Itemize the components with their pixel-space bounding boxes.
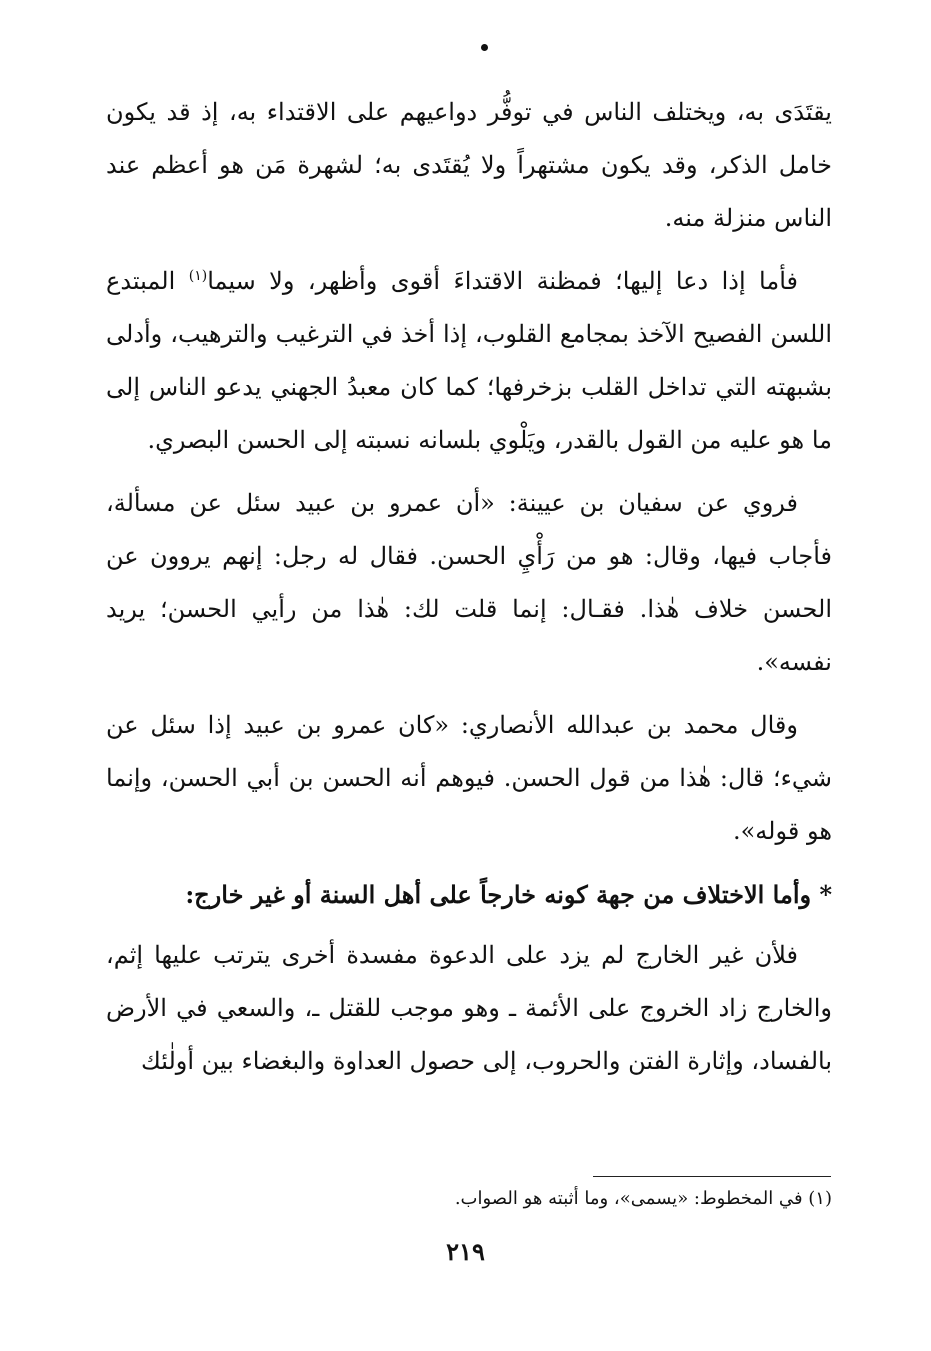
paragraph-1: يقتَدَى به، ويختلف الناس في توفُّر دواعيهم على الاقتداء به، إذ قد يكون خامل الذكر، وقد يكون مشتهراً ولا يُقتَدى به؛ لشهرة مَن هو أعظم عند الناس منزلة منه. [106,98,832,232]
top-dot-mark [481,44,488,51]
paragraph-3: فروي عن سفيان بن عيينة: «أن عمرو بن عبيد سئل عن مسألة، فأجاب فيها، وقال: هو من رَأْيِ الحسن. فقال له رجل: إنهم يروون عن الحسن خلاف هٰذا. فقـال: إنما قلت لك: هٰذا من رأيي الحسن؛ يريد نفسه». [106,489,832,676]
paragraph-5: فلأن غير الخارج لم يزد على الدعوة مفسدة أخرى يترتب عليها إثم، والخارج زاد الخروج على الأئمة ـ وهو موجب للقتل ـ، والسعي في الأرض بالفساد، وإثارة الفتن والحروب، إلى حصول العداوة والبغضاء بين أولٰئك [106,941,832,1075]
footnote-divider [593,1176,831,1177]
main-text [106,86,832,1098]
paragraph-2-rest: المبتدع اللسن الفصيح الآخذ بمجامع القلوب، إذا أخذ في الترغيب والترهيب، وأدلى بشبهته التي تداخل القلب بزخرفها؛ كما كان معبدُ الجهني يدعو الناس إلى ما هو عليه من القول بالقدر، ويَلْوي بلسانه نسبته إلى الحسن البصري. [106,267,832,454]
footnote-reference: (١) [188,268,208,284]
paragraph-2-start: فأما إذا دعا إليها؛ فمظنة الاقتداءَ أقوى وأظهر، ولا سيما [207,267,798,295]
paragraph-4: وقال محمد بن عبدالله الأنصاري: «كان عمرو بن عبيد إذا سئل عن شيء؛ قال: هٰذا من قول الحسن. فيوهم أنه الحسن بن أبي الحسن، وإنما هو قوله». [106,711,832,845]
footnote: (١) في المخطوط: «يسمى»، وما أثبته هو الصواب. [454,1188,832,1209]
section-heading: * وأما الاختلاف من جهة كونه خارجاً على أهل السنة أو غير خارج: [185,880,832,909]
paragraph-2 [106,255,832,467]
page-number: ٢١٩ [446,1237,485,1266]
